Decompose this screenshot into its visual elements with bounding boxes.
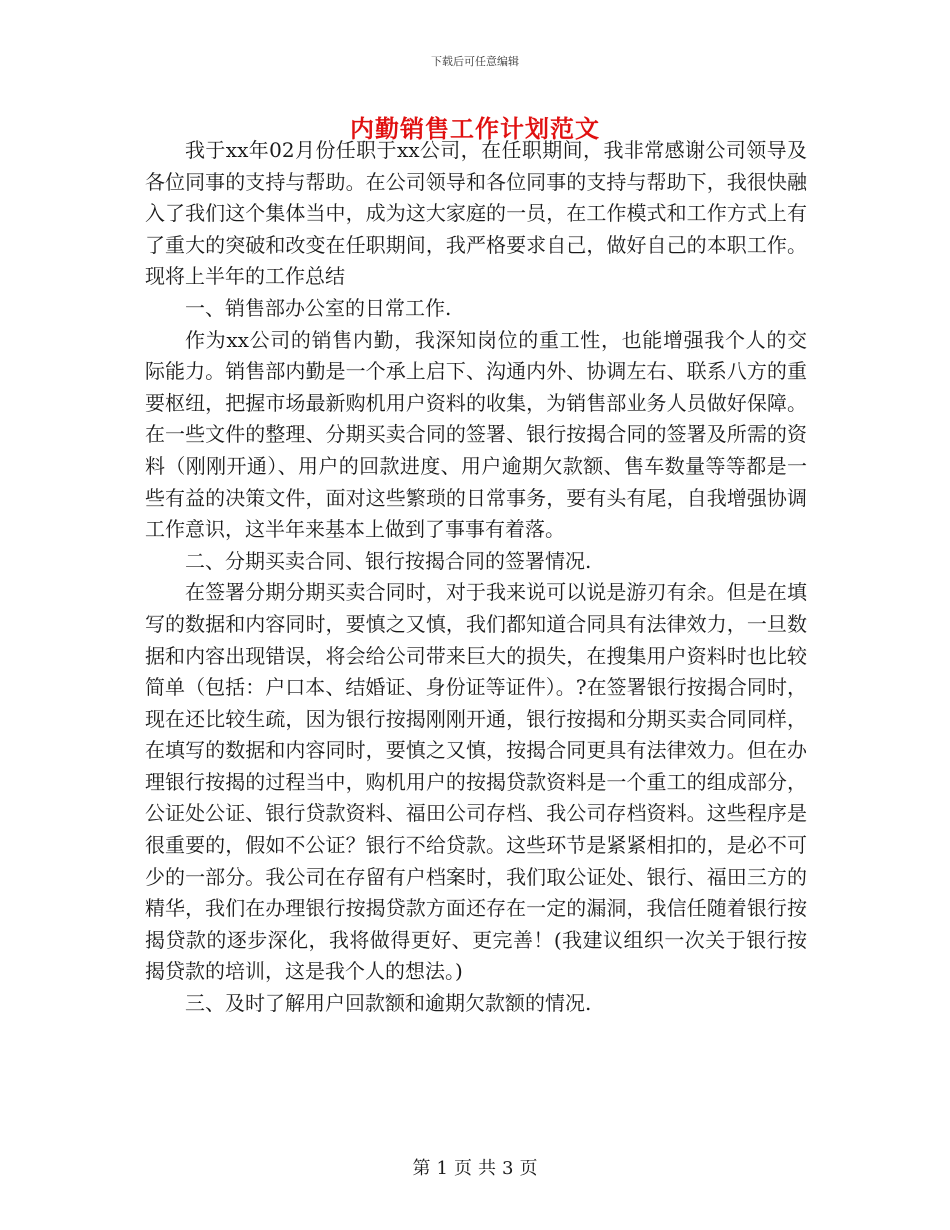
paragraph-section-1: 作为xx公司的销售内勤，我深知岗位的重工性，也能增强我个人的交际能力。销售部内勤是一个承上启下、沟通内外、协调左右、联系八方的重要枢纽，把握市场最新购机用户资料的收集，为销售部业务人员做好保障。在一些文件的整理、分期买卖合同的签署、银行按揭合同的签署及所需的资料（刚刚开通）、用户的回款进度、用户逾期欠款额、售车数量等等都是一些有益的决策文件，面对这些繁琐的日常事务，要有头有尾，自我增强协调工作意识，这半年来基本上做到了事事有着落。 xyxy=(145,327,807,542)
page-total: 3 xyxy=(502,1158,514,1179)
total-unit: 页 xyxy=(519,1158,538,1179)
paragraph-section-2: 在签署分期分期买卖合同时，对于我来说可以说是游刃有余。但是在填写的数据和内容同时，要慎之又慎，我们都知道合同具有法律效力，一旦数据和内容出现错误，将会给公司带来巨大的损失，在搜集用户资料时也比较简单（包括：户口本、结婚证、身份证等证件）。?在签署银行按揭合同时，现在还比较生疏，因为银行按揭刚刚开通，银行按揭和分期买卖合同同样，在填写的数据和内容同时，要慎之又慎，按揭合同更具有法律效力。但在办理银行按揭的过程当中，购机用户的按揭贷款资料是一个重工的组成部分，公证处公证、银行贷款资料、福田公司存档、我公司存档资料。这些程序是很重要的，假如不公证？银行不给贷款。这些环节是紧紧相扣的，是必不可少的一部分。我公司在存留有户档案时，我们取公证处、银行、福田三方的精华，我们在办理银行按揭贷款方面还存在一定的漏洞，我信任随着银行按揭贷款的逐步深化，我将做得更好、更完善！(我建议组织一次关于银行按揭贷款的培训，这是我个人的想法。) xyxy=(145,580,807,984)
section-heading-3: 三、及时了解用户回款额和逾期欠款额的情况. xyxy=(185,991,592,1016)
section-heading-2: 二、分期买卖合同、银行按揭合同的签署情况. xyxy=(185,548,592,573)
total-prefix: 共 xyxy=(478,1158,496,1179)
page-prefix: 第 xyxy=(412,1158,431,1179)
section-heading-1: 一、销售部办公室的日常工作. xyxy=(185,295,452,320)
page-footer xyxy=(0,1154,950,1180)
paragraph-intro: 我于xx年02月份任职于xx公司，在任职期间，我非常感谢公司领导及各位同事的支持与帮助。在公司领导和各位同事的支持与帮助下，我很快融入了我们这个集体当中，成为这大家庭的一员，在工作模式和工作方式上有了重大的突破和改变在任职期间，我严格要求自己，做好自己的本职工作。现将上半年的工作总结 xyxy=(145,138,807,289)
page-header-note: 下载后可任意编辑 xyxy=(431,55,519,68)
document-body xyxy=(145,135,807,1020)
document-title: 内勤销售工作计划范文 xyxy=(350,114,600,143)
page-current: 1 xyxy=(436,1158,448,1179)
page-unit: 页 xyxy=(454,1158,472,1179)
